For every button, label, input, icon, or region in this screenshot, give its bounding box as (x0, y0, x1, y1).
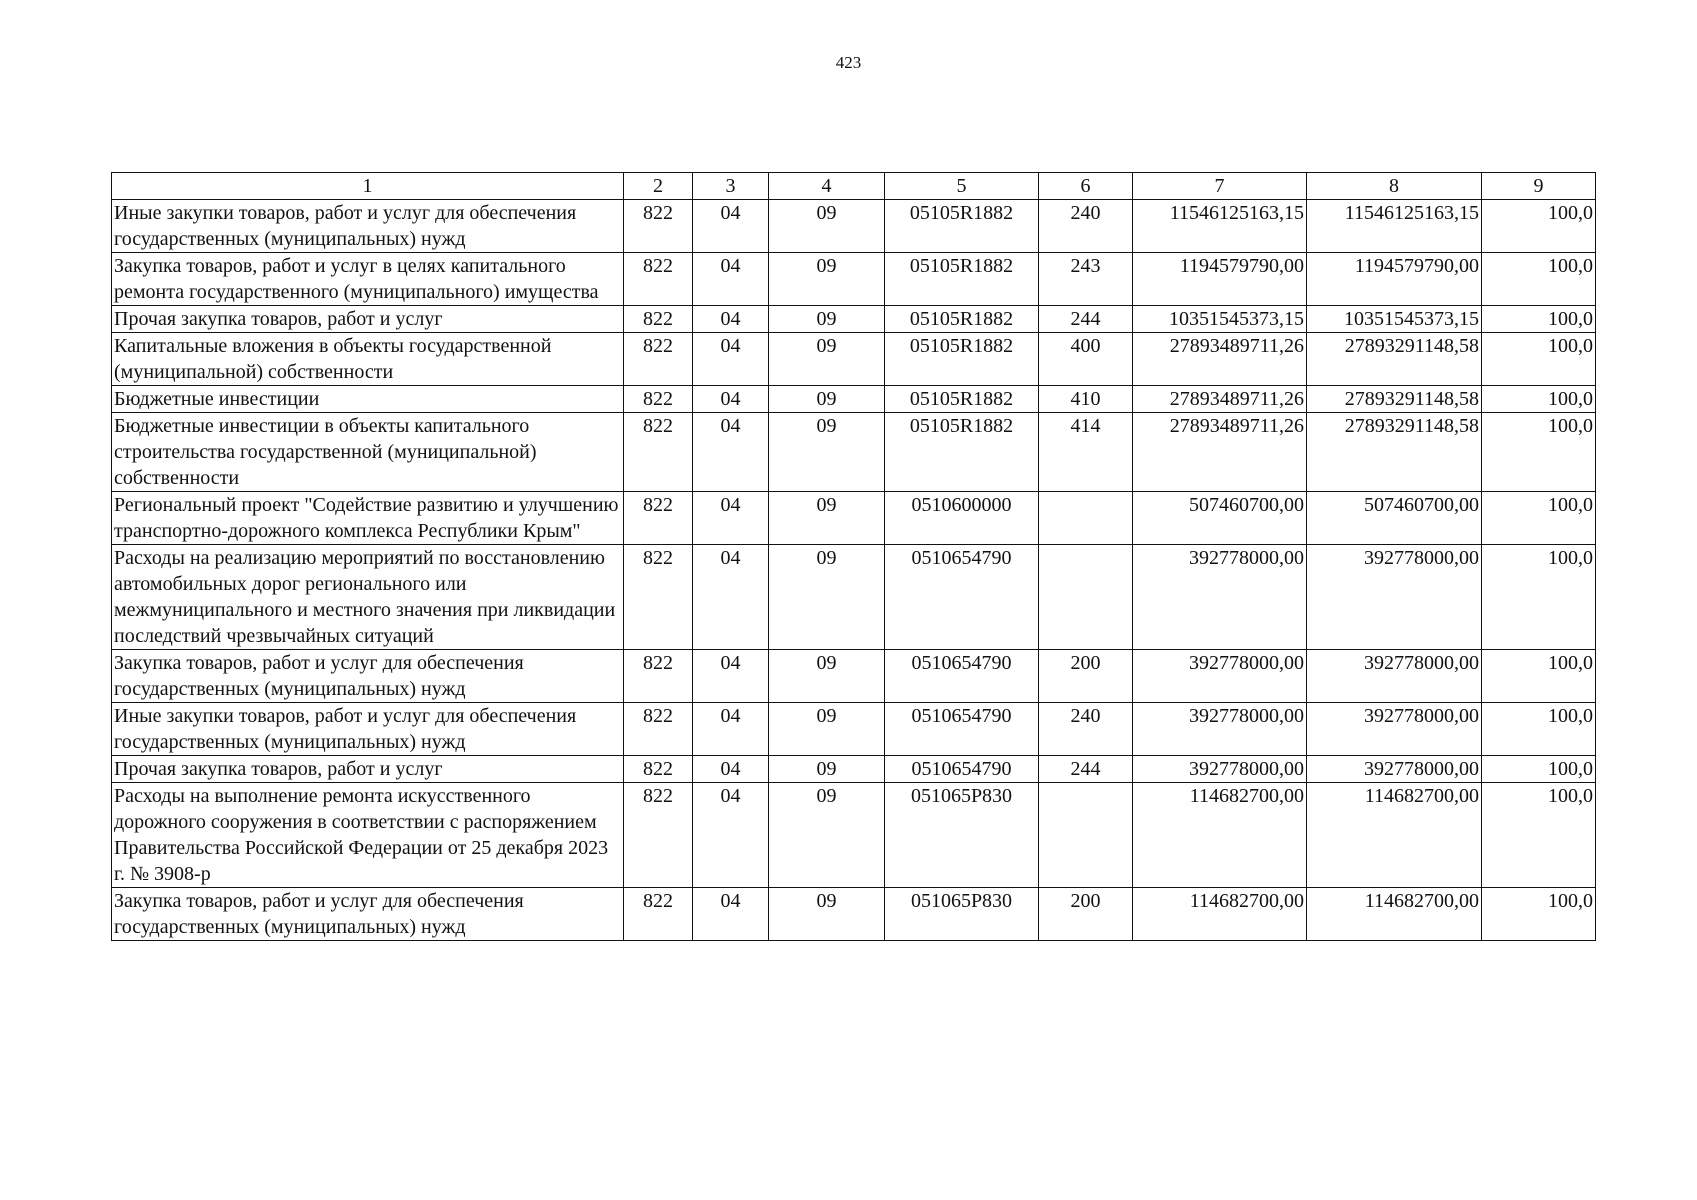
expense-name-cell: Закупка товаров, работ и услуг для обеспечения государственных (муниципальных) нужд (112, 888, 624, 941)
expense-type-cell: 243 (1039, 253, 1133, 306)
target-article-cell: 0510600000 (885, 492, 1039, 545)
grbs-code-cell: 822 (624, 650, 693, 703)
percent-cell: 100,0 (1482, 783, 1596, 888)
actual-amount-cell: 27893291148,58 (1307, 413, 1482, 492)
expense-type-cell (1039, 783, 1133, 888)
planned-amount-cell: 507460700,00 (1133, 492, 1307, 545)
planned-amount-cell: 27893489711,26 (1133, 413, 1307, 492)
target-article-cell: 05105R1882 (885, 333, 1039, 386)
section-code-cell: 04 (693, 253, 769, 306)
table-row (112, 306, 1596, 333)
percent-cell: 100,0 (1482, 492, 1596, 545)
subsection-code-cell: 09 (769, 703, 885, 756)
table-row (112, 703, 1596, 756)
table-row (112, 650, 1596, 703)
target-article-cell: 0510654790 (885, 650, 1039, 703)
column-header: 5 (885, 173, 1039, 200)
section-code-cell: 04 (693, 703, 769, 756)
table-row (112, 492, 1596, 545)
percent-cell: 100,0 (1482, 253, 1596, 306)
column-header: 8 (1307, 173, 1482, 200)
table-row (112, 200, 1596, 253)
expense-name-cell: Бюджетные инвестиции (112, 386, 624, 413)
section-code-cell: 04 (693, 200, 769, 253)
planned-amount-cell: 392778000,00 (1133, 650, 1307, 703)
percent-cell: 100,0 (1482, 545, 1596, 650)
grbs-code-cell: 822 (624, 253, 693, 306)
planned-amount-cell: 27893489711,26 (1133, 333, 1307, 386)
actual-amount-cell: 27893291148,58 (1307, 333, 1482, 386)
subsection-code-cell: 09 (769, 200, 885, 253)
subsection-code-cell: 09 (769, 413, 885, 492)
actual-amount-cell: 1194579790,00 (1307, 253, 1482, 306)
percent-cell: 100,0 (1482, 306, 1596, 333)
column-header: 7 (1133, 173, 1307, 200)
section-code-cell: 04 (693, 545, 769, 650)
section-code-cell: 04 (693, 413, 769, 492)
expense-type-cell: 414 (1039, 413, 1133, 492)
table-row (112, 888, 1596, 941)
actual-amount-cell: 11546125163,15 (1307, 200, 1482, 253)
expense-type-cell: 200 (1039, 650, 1133, 703)
page-number: 423 (835, 53, 862, 72)
grbs-code-cell: 822 (624, 703, 693, 756)
subsection-code-cell: 09 (769, 253, 885, 306)
grbs-code-cell: 822 (624, 306, 693, 333)
grbs-code-cell: 822 (624, 386, 693, 413)
target-article-cell: 05105R1882 (885, 253, 1039, 306)
expense-name-cell: Иные закупки товаров, работ и услуг для обеспечения государственных (муниципальных) нужд (112, 200, 624, 253)
column-header: 3 (693, 173, 769, 200)
subsection-code-cell: 09 (769, 306, 885, 333)
expense-name-cell: Закупка товаров, работ и услуг для обеспечения государственных (муниципальных) нужд (112, 650, 624, 703)
subsection-code-cell: 09 (769, 545, 885, 650)
subsection-code-cell: 09 (769, 386, 885, 413)
column-header: 4 (769, 173, 885, 200)
section-code-cell: 04 (693, 783, 769, 888)
planned-amount-cell: 114682700,00 (1133, 783, 1307, 888)
actual-amount-cell: 114682700,00 (1307, 783, 1482, 888)
column-header: 1 (112, 173, 624, 200)
actual-amount-cell: 27893291148,58 (1307, 386, 1482, 413)
subsection-code-cell: 09 (769, 492, 885, 545)
percent-cell: 100,0 (1482, 888, 1596, 941)
expense-type-cell: 240 (1039, 200, 1133, 253)
table-row (112, 386, 1596, 413)
planned-amount-cell: 392778000,00 (1133, 545, 1307, 650)
section-code-cell: 04 (693, 650, 769, 703)
section-code-cell: 04 (693, 492, 769, 545)
subsection-code-cell: 09 (769, 783, 885, 888)
percent-cell: 100,0 (1482, 333, 1596, 386)
table-body (112, 200, 1596, 941)
planned-amount-cell: 11546125163,15 (1133, 200, 1307, 253)
percent-cell: 100,0 (1482, 756, 1596, 783)
target-article-cell: 05105R1882 (885, 200, 1039, 253)
planned-amount-cell: 392778000,00 (1133, 756, 1307, 783)
grbs-code-cell: 822 (624, 783, 693, 888)
expense-type-cell: 410 (1039, 386, 1133, 413)
target-article-cell: 051065P830 (885, 888, 1039, 941)
target-article-cell: 0510654790 (885, 703, 1039, 756)
grbs-code-cell: 822 (624, 333, 693, 386)
table-row (112, 333, 1596, 386)
expense-name-cell: Расходы на реализацию мероприятий по восстановлению автомобильных дорог регионального или межмуниципального и местного значения при ликвидации последствий чрезвычайных ситуаций (112, 545, 624, 650)
subsection-code-cell: 09 (769, 650, 885, 703)
planned-amount-cell: 392778000,00 (1133, 703, 1307, 756)
grbs-code-cell: 822 (624, 545, 693, 650)
actual-amount-cell: 507460700,00 (1307, 492, 1482, 545)
target-article-cell: 05105R1882 (885, 306, 1039, 333)
expense-type-cell: 240 (1039, 703, 1133, 756)
table-row (112, 756, 1596, 783)
actual-amount-cell: 114682700,00 (1307, 888, 1482, 941)
actual-amount-cell: 392778000,00 (1307, 545, 1482, 650)
percent-cell: 100,0 (1482, 413, 1596, 492)
planned-amount-cell: 10351545373,15 (1133, 306, 1307, 333)
expense-type-cell: 244 (1039, 756, 1133, 783)
table-row (112, 253, 1596, 306)
expense-type-cell (1039, 492, 1133, 545)
expense-type-cell: 400 (1039, 333, 1133, 386)
actual-amount-cell: 392778000,00 (1307, 703, 1482, 756)
target-article-cell: 0510654790 (885, 545, 1039, 650)
table-header-row (112, 173, 1596, 200)
subsection-code-cell: 09 (769, 756, 885, 783)
section-code-cell: 04 (693, 386, 769, 413)
table-row (112, 413, 1596, 492)
column-header: 9 (1482, 173, 1596, 200)
expense-type-cell: 200 (1039, 888, 1133, 941)
target-article-cell: 05105R1882 (885, 413, 1039, 492)
subsection-code-cell: 09 (769, 888, 885, 941)
grbs-code-cell: 822 (624, 413, 693, 492)
percent-cell: 100,0 (1482, 650, 1596, 703)
target-article-cell: 051065P830 (885, 783, 1039, 888)
grbs-code-cell: 822 (624, 888, 693, 941)
target-article-cell: 0510654790 (885, 756, 1039, 783)
percent-cell: 100,0 (1482, 703, 1596, 756)
section-code-cell: 04 (693, 306, 769, 333)
actual-amount-cell: 10351545373,15 (1307, 306, 1482, 333)
expense-name-cell: Капитальные вложения в объекты государственной (муниципальной) собственности (112, 333, 624, 386)
budget-table (111, 172, 1596, 941)
grbs-code-cell: 822 (624, 200, 693, 253)
planned-amount-cell: 1194579790,00 (1133, 253, 1307, 306)
section-code-cell: 04 (693, 756, 769, 783)
section-code-cell: 04 (693, 333, 769, 386)
section-code-cell: 04 (693, 888, 769, 941)
column-header: 2 (624, 173, 693, 200)
target-article-cell: 05105R1882 (885, 386, 1039, 413)
table-row (112, 783, 1596, 888)
subsection-code-cell: 09 (769, 333, 885, 386)
grbs-code-cell: 822 (624, 756, 693, 783)
expense-type-cell: 244 (1039, 306, 1133, 333)
grbs-code-cell: 822 (624, 492, 693, 545)
percent-cell: 100,0 (1482, 200, 1596, 253)
percent-cell: 100,0 (1482, 386, 1596, 413)
expense-name-cell: Бюджетные инвестиции в объекты капитального строительства государственной (муниципальной) собственности (112, 413, 624, 492)
planned-amount-cell: 27893489711,26 (1133, 386, 1307, 413)
planned-amount-cell: 114682700,00 (1133, 888, 1307, 941)
expense-name-cell: Иные закупки товаров, работ и услуг для обеспечения государственных (муниципальных) нужд (112, 703, 624, 756)
table-row (112, 545, 1596, 650)
expense-name-cell: Расходы на выполнение ремонта искусственного дорожного сооружения в соответствии с распоряжением Правительства Российской Федерации от 25 декабря 2023 г. № 3908-р (112, 783, 624, 888)
expense-name-cell: Закупка товаров, работ и услуг в целях капитального ремонта государственного (муниципального) имущества (112, 253, 624, 306)
actual-amount-cell: 392778000,00 (1307, 650, 1482, 703)
expense-type-cell (1039, 545, 1133, 650)
column-header: 6 (1039, 173, 1133, 200)
actual-amount-cell: 392778000,00 (1307, 756, 1482, 783)
expense-name-cell: Прочая закупка товаров, работ и услуг (112, 306, 624, 333)
expense-name-cell: Региональный проект "Содействие развитию и улучшению транспортно-дорожного комплекса Республики Крым" (112, 492, 624, 545)
expense-name-cell: Прочая закупка товаров, работ и услуг (112, 756, 624, 783)
